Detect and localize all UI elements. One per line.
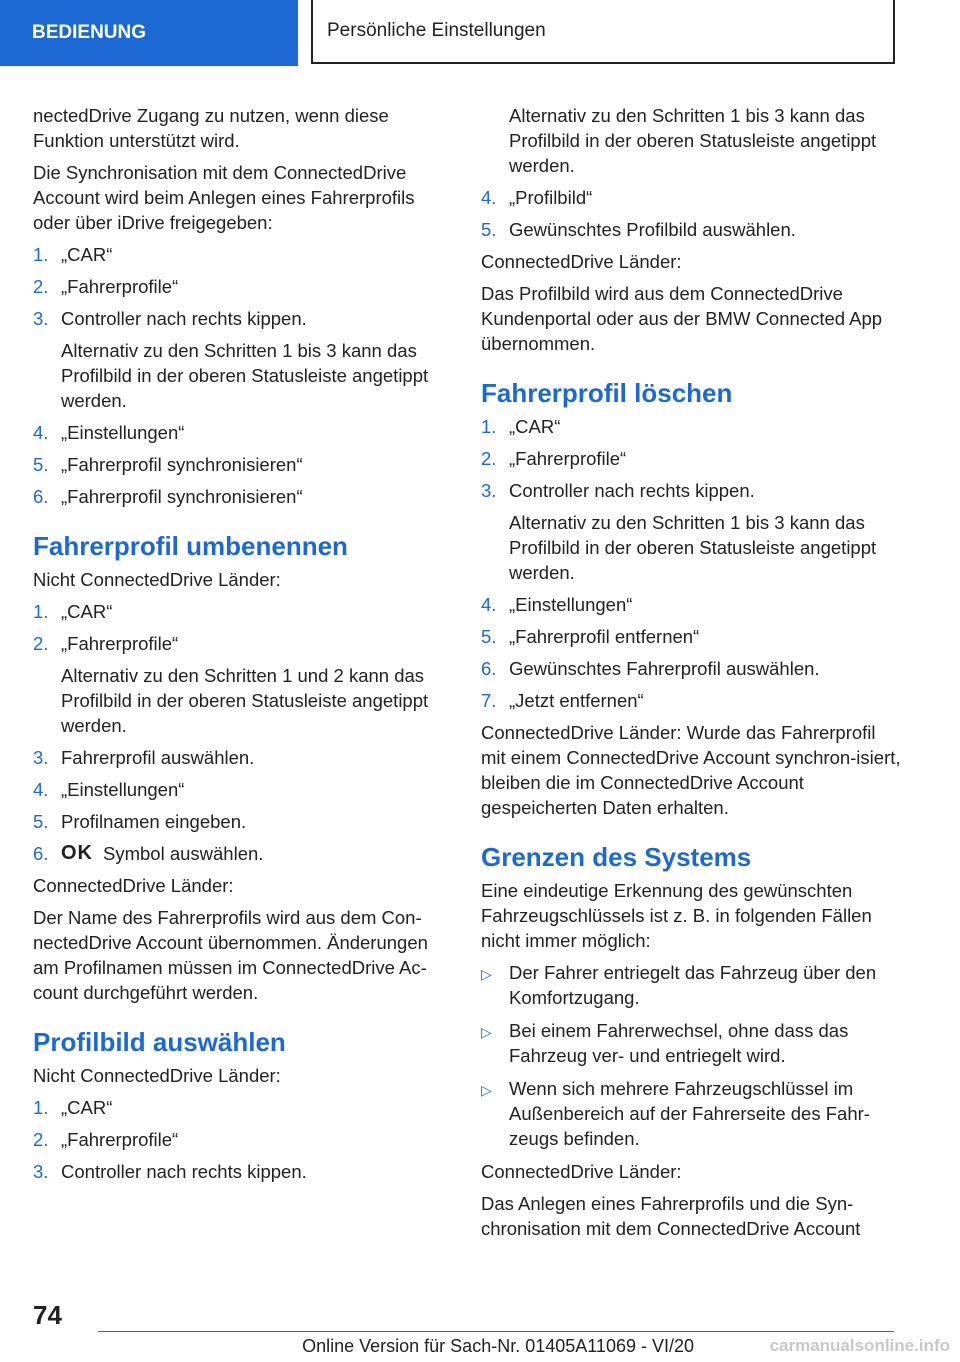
bullet-text: Der Fahrer entriegelt das Fahrzeug über den Komfortzugang.	[509, 962, 877, 1008]
step-item	[33, 745, 453, 770]
bullet-item	[481, 1018, 901, 1068]
section-label: BEDIENUNG	[32, 22, 147, 43]
step-text: „Fahrerprofile“	[61, 633, 179, 654]
step-number: 6.	[33, 843, 49, 864]
step-text: „CAR“	[61, 1097, 113, 1118]
step-number: 1.	[33, 601, 49, 622]
step-note: Alternativ zu den Schritten 1 bis 3 kann das Profilbild in der oberen Statusleiste angetippt werden.	[61, 340, 429, 411]
paragraph: ConnectedDrive Länder:	[481, 1161, 682, 1182]
section-heading: Fahrerprofil löschen	[481, 378, 733, 408]
step-text: „Jetzt entfernen“	[509, 690, 644, 711]
step-item	[481, 592, 901, 617]
step-number: 1.	[33, 244, 49, 265]
step-item	[33, 841, 453, 866]
step-number: 2.	[33, 1129, 49, 1150]
step-number: 5.	[481, 626, 497, 647]
step-item	[33, 420, 453, 445]
step-number: 2.	[481, 448, 497, 469]
step-text: „Einstellungen“	[61, 779, 185, 800]
section-tab	[0, 0, 298, 66]
step-text: „Fahrerprofil entfernen“	[509, 626, 700, 647]
step-note: Alternativ zu den Schritten 1 bis 3 kann das Profilbild in der oberen Statusleiste angetippt werden.	[509, 512, 877, 583]
step-item	[481, 656, 901, 681]
step-number: 1.	[481, 416, 497, 437]
step-number: 4.	[481, 187, 497, 208]
triangle-bullet-icon: ▷	[481, 1024, 492, 1040]
step-number: 6.	[33, 486, 49, 507]
footer-divider	[98, 1331, 894, 1332]
step-number: 3.	[33, 747, 49, 768]
step-item	[33, 274, 453, 299]
step-number: 4.	[481, 594, 497, 615]
step-number: 5.	[33, 454, 49, 475]
step-number: 6.	[481, 658, 497, 679]
step-text: „Einstellungen“	[61, 422, 185, 443]
ok-icon: OK	[61, 842, 93, 864]
step-item	[481, 446, 901, 471]
step-text: Controller nach rechts kippen.	[509, 480, 755, 501]
step-item	[33, 452, 453, 477]
step-item	[481, 624, 901, 649]
step-item	[33, 1127, 453, 1152]
step-number: 1.	[33, 1097, 49, 1118]
step-text: Symbol auswählen.	[103, 843, 264, 864]
step-text: „CAR“	[61, 601, 113, 622]
step-item	[481, 217, 901, 242]
paragraph: Das Anlegen eines Fahrerprofils und die Syn-chronisation mit dem ConnectedDrive Account	[481, 1193, 861, 1239]
step-number: 3.	[481, 480, 497, 501]
step-text: Controller nach rechts kippen.	[61, 308, 307, 329]
step-text: Profilnamen eingeben.	[61, 811, 247, 832]
step-note: Alternativ zu den Schritten 1 und 2 kann das Profilbild in der oberen Statusleiste angetippt werden.	[61, 665, 429, 736]
step-text: Gewünschtes Fahrerprofil auswählen.	[509, 658, 820, 679]
step-item	[33, 306, 453, 331]
paragraph: nectedDrive Zugang zu nutzen, wenn diese Funktion unterstützt wird.	[33, 105, 389, 151]
step-number: 4.	[33, 422, 49, 443]
step-item	[33, 1095, 453, 1120]
step-number: 3.	[33, 1161, 49, 1182]
step-number: 4.	[33, 779, 49, 800]
step-number: 5.	[33, 811, 49, 832]
step-text: „Einstellungen“	[509, 594, 633, 615]
step-item	[33, 484, 453, 509]
step-text: Fahrerprofil auswählen.	[61, 747, 255, 768]
step-number: 7.	[481, 690, 497, 711]
step-text: „Profilbild“	[509, 187, 593, 208]
step-number: 5.	[481, 219, 497, 240]
bullet-item	[481, 1076, 901, 1151]
step-item	[33, 599, 453, 624]
paragraph: Eine eindeutige Erkennung des gewünschten Fahrzeugschlüssels ist z. B. in folgenden Fällen nicht immer möglich:	[481, 880, 872, 951]
section-heading: Profilbild auswählen	[33, 1027, 286, 1057]
page-title: Persönliche Einstellungen	[327, 20, 546, 41]
page-header	[311, 0, 895, 64]
step-number: 2.	[33, 276, 49, 297]
section-heading: Fahrerprofil umbenennen	[33, 531, 348, 561]
paragraph: Nicht ConnectedDrive Länder:	[33, 1065, 281, 1086]
paragraph: Das Profilbild wird aus dem ConnectedDrive Kundenportal oder aus der BMW Connected App übernommen.	[481, 283, 883, 354]
watermark: carmanualsonline.info	[769, 1336, 950, 1355]
paragraph: ConnectedDrive Länder:	[481, 251, 682, 272]
bullet-text: Bei einem Fahrerwechsel, ohne dass das Fahrzeug ver- und entriegelt wird.	[509, 1020, 849, 1066]
page-number: 74	[33, 1300, 62, 1330]
bullet-text: Wenn sich mehrere Fahrzeugschlüssel im Außenbereich auf der Fahrerseite des Fahr-zeugs befinden.	[509, 1078, 870, 1149]
paragraph: Der Name des Fahrerprofils wird aus dem Con-nectedDrive Account übernommen. Änderungen am Profilnamen müssen im ConnectedDrive Ac-count durchgeführt werden.	[33, 907, 428, 1003]
step-item	[481, 185, 901, 210]
step-text: „Fahrerprofil synchronisieren“	[61, 486, 303, 507]
step-item	[33, 809, 453, 834]
paragraph: Die Synchronisation mit dem ConnectedDrive Account wird beim Anlegen eines Fahrerprofils oder über iDrive freigegeben:	[33, 162, 415, 233]
step-text: „CAR“	[509, 416, 561, 437]
step-text: „CAR“	[61, 244, 113, 265]
step-text: Controller nach rechts kippen.	[61, 1161, 307, 1182]
step-item	[481, 688, 901, 713]
right-column	[481, 103, 901, 1248]
step-item	[33, 777, 453, 802]
step-text: „Fahrerprofile“	[61, 1129, 179, 1150]
paragraph: ConnectedDrive Länder:	[33, 875, 234, 896]
step-item	[481, 414, 901, 439]
bullet-item	[481, 960, 901, 1010]
step-text: Gewünschtes Profilbild auswählen.	[509, 219, 796, 240]
section-heading: Grenzen des Systems	[481, 842, 752, 872]
step-note: Alternativ zu den Schritten 1 bis 3 kann das Profilbild in der oberen Statusleiste angetippt werden.	[509, 105, 877, 176]
step-number: 2.	[33, 633, 49, 654]
triangle-bullet-icon: ▷	[481, 1082, 492, 1098]
left-column	[33, 103, 453, 1191]
step-item	[33, 242, 453, 267]
paragraph: Nicht ConnectedDrive Länder:	[33, 569, 281, 590]
step-number: 3.	[33, 308, 49, 329]
step-item	[33, 1159, 453, 1184]
step-text: „Fahrerprofile“	[61, 276, 179, 297]
step-text: „Fahrerprofil synchronisieren“	[61, 454, 303, 475]
step-item	[33, 631, 453, 656]
step-item	[481, 478, 901, 503]
footer-version: Online Version für Sach-Nr. 01405A11069 - VI/20	[302, 1336, 694, 1356]
triangle-bullet-icon: ▷	[481, 966, 492, 982]
paragraph: ConnectedDrive Länder: Wurde das Fahrerprofil mit einem ConnectedDrive Account synchron-isiert, bleiben die im ConnectedDrive Account gespeicherten Daten erhalten.	[481, 722, 901, 818]
step-text: „Fahrerprofile“	[509, 448, 627, 469]
